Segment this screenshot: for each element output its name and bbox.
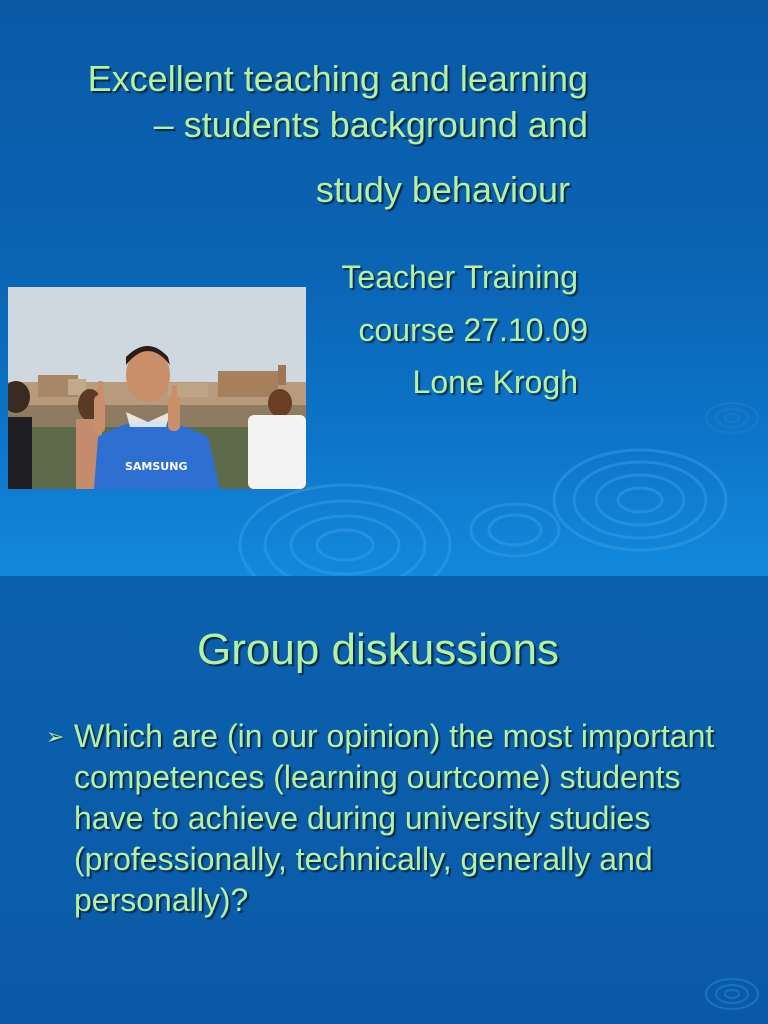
subtitle-line-2: course 27.10.09 bbox=[358, 312, 588, 348]
slide-2-title: Group diskussions bbox=[197, 625, 559, 674]
bullet-arrow-icon: ➢ bbox=[46, 724, 65, 749]
subtitle-line-1: Teacher Training bbox=[341, 259, 578, 295]
slide-title-line-1: Excellent teaching and learning bbox=[87, 58, 588, 99]
slide-title-line-2: – students background and bbox=[153, 104, 588, 145]
presenter-photo bbox=[8, 287, 306, 489]
shirt-logo-text: SAMSUNG bbox=[125, 460, 188, 473]
presenter-photo-illustration bbox=[8, 287, 306, 489]
bullet-item bbox=[46, 716, 736, 921]
slide-title-line-3: study behaviour bbox=[315, 169, 570, 210]
bullet-text: Which are (in our opinion) the most important competences (learning ourtcome) students have to achieve during university studies (professionally, technically, generally and personally)? bbox=[74, 718, 715, 918]
subtitle-line-3: Lone Krogh bbox=[412, 364, 578, 400]
